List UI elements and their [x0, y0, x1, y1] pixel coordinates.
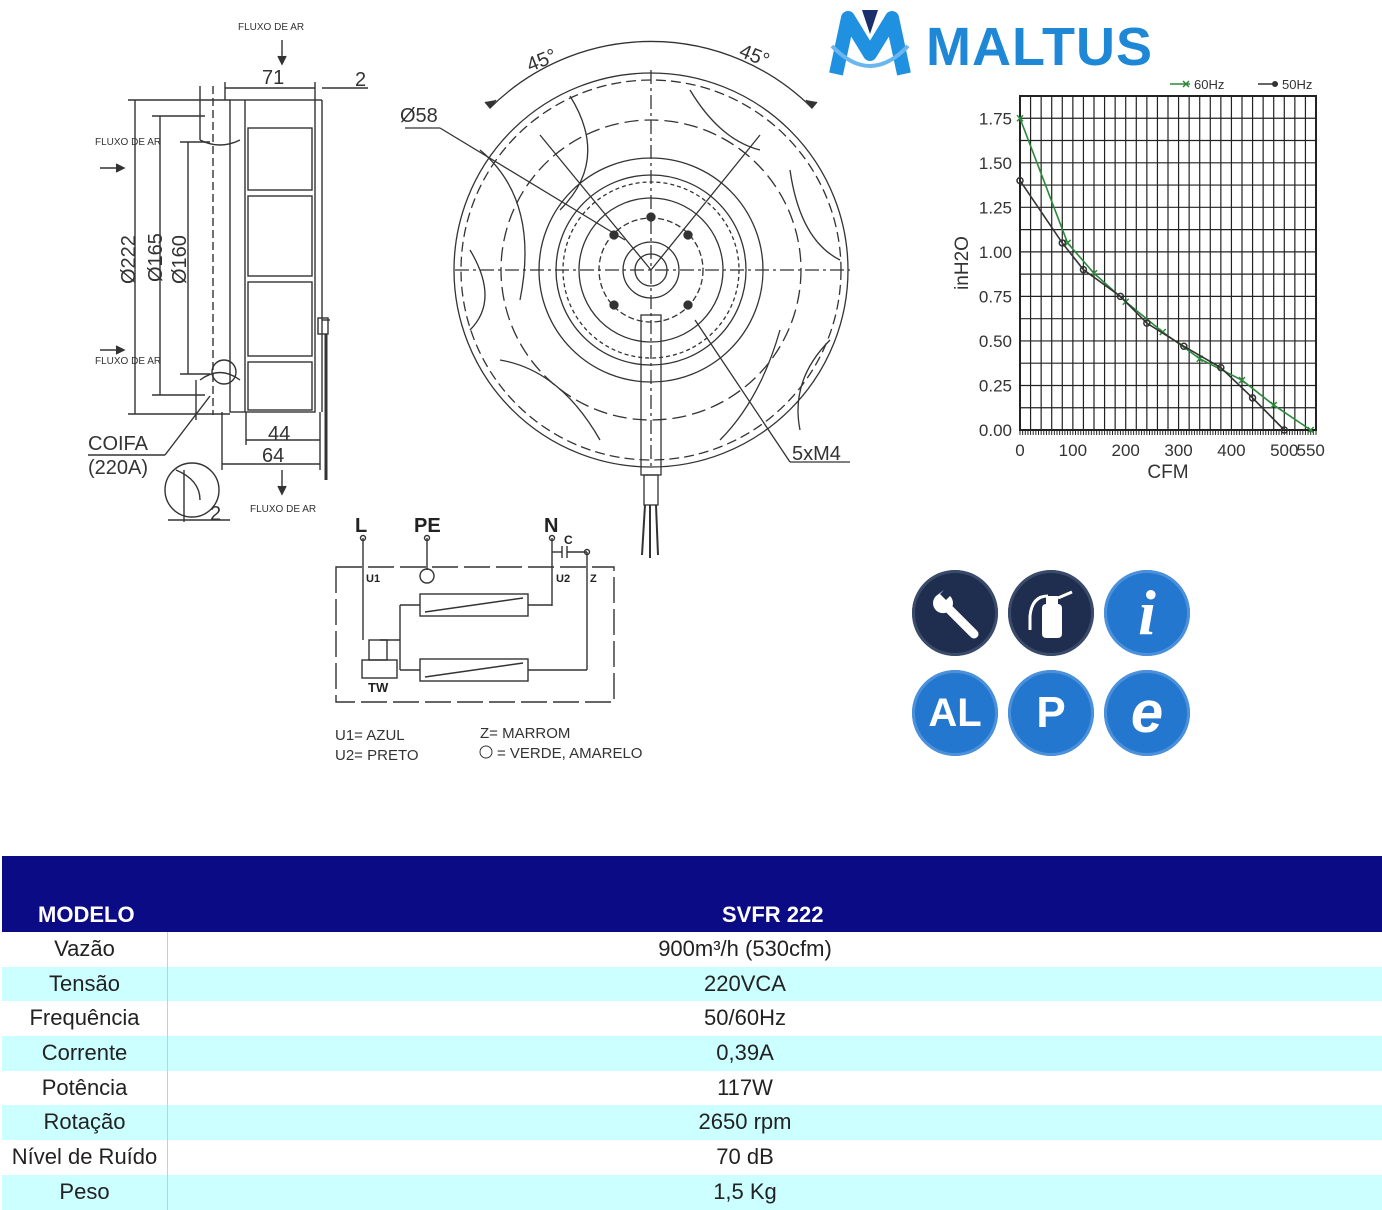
wire-U1-label: U1 [366, 573, 381, 585]
chart-xtick-label: 200 [1111, 441, 1140, 460]
chart-legend-label: 50Hz [1282, 77, 1313, 92]
chart-ylabel: inH2O [952, 236, 973, 290]
spec-row [2, 1071, 1382, 1106]
dim-71: 71 [262, 67, 285, 89]
spec-row-value: 900m³/h (530cfm) [658, 936, 832, 961]
spec-row-label: Tensão [2, 967, 168, 1002]
info-icon: i [1104, 570, 1190, 656]
chart-ytick-label: 1.50 [978, 153, 1012, 173]
spec-row-label: Potência [2, 1071, 168, 1106]
chart-legend-label: 60Hz [1194, 77, 1225, 92]
chart-xtick-label: 300 [1164, 441, 1193, 460]
front-view-labels [400, 40, 841, 465]
wire-Z-label: Z [590, 573, 597, 585]
spec-header-label: MODELO [38, 902, 135, 927]
spec-header-value: SVFR 222 [722, 902, 824, 927]
dim-2-top: 2 [355, 69, 367, 91]
chart-xlabel: CFM [1147, 462, 1189, 483]
screws-label: 5xM4 [792, 443, 841, 465]
ground-symbol-icon [480, 746, 492, 758]
chart-ytick-label: 1.00 [978, 242, 1012, 262]
air-flow-left-label-1: FLUXO DE AR [95, 137, 162, 148]
wire-PE-label: PE [414, 515, 441, 537]
air-flow-top-label: FLUXO DE AR [238, 22, 305, 33]
wrench-icon [912, 570, 998, 656]
legend-u1: U1= AZUL [335, 727, 405, 744]
spec-row-value: 2650 rpm [698, 1109, 792, 1135]
chart-xtick-label: 400 [1217, 441, 1246, 460]
spec-row [2, 1175, 1382, 1210]
dim-165: Ø165 [145, 233, 167, 282]
spec-row-value: 70 dB [716, 1144, 774, 1170]
p-icon: P [1008, 670, 1094, 756]
chart-ytick-label: 1.25 [978, 198, 1012, 218]
chart-xtick-label: 0 [1015, 441, 1025, 460]
air-flow-bottom-label: FLUXO DE AR [250, 504, 317, 515]
dim-58-label: Ø58 [400, 105, 438, 127]
angle-right-label: 45° [736, 40, 773, 72]
legend-u2: U2= PRETO [335, 747, 419, 764]
spec-row-label: Frequência [2, 1001, 168, 1036]
chart-xtick-label: 100 [1058, 441, 1088, 460]
air-flow-left-label-2: FLUXO DE AR [95, 356, 162, 367]
chart-legend-marker [1272, 81, 1278, 87]
spec-row-value: 220VCA [704, 970, 786, 996]
legend-z: Z= MARROM [480, 725, 571, 742]
spec-header [2, 856, 1382, 932]
al-icon: AL [912, 670, 998, 756]
coifa-label: COIFA [88, 433, 149, 455]
dim-160: Ø160 [169, 235, 191, 284]
spec-row [2, 1105, 1382, 1140]
spec-row [2, 1036, 1382, 1071]
wire-N-label: N [544, 515, 559, 537]
chart-ytick-label: 0.25 [978, 376, 1012, 396]
chart-ytick-label: 0.00 [978, 421, 1012, 440]
extinguisher-icon [1008, 570, 1094, 656]
brand-name: MALTUS [926, 17, 1153, 77]
spec-row [2, 1001, 1382, 1036]
dim-222: Ø222 [118, 235, 140, 284]
spec-row [2, 932, 1382, 967]
spec-row-value: 0,39A [716, 1040, 774, 1066]
spec-row-value: 50/60Hz [704, 1005, 786, 1031]
wire-TW-label: TW [368, 680, 389, 695]
chart-ytick-label: 0.75 [978, 287, 1012, 307]
performance-chart [952, 77, 1325, 483]
spec-table [2, 856, 1382, 1210]
brand-logo [826, 6, 1166, 86]
chart-xtick-label: 550 [1296, 441, 1325, 460]
coifa-sub-label: (220A) [88, 457, 149, 479]
front-view [405, 41, 850, 558]
dim-2-bottom: 2 [210, 503, 222, 525]
side-view-labels [88, 22, 366, 525]
spec-row-label: Corrente [2, 1036, 168, 1071]
wire-C-label: C [564, 533, 573, 547]
spec-row-label: Vazão [2, 932, 168, 967]
angle-left-label: 45° [523, 44, 560, 77]
e-icon: e [1104, 670, 1190, 756]
spec-row-label: Rotação [2, 1105, 168, 1140]
dim-64: 64 [262, 445, 285, 467]
chart-ytick-label: 0.50 [978, 331, 1012, 351]
wire-U2-label: U2 [556, 573, 571, 585]
maltus-logo-icon [826, 6, 916, 86]
wire-L-label: L [355, 515, 368, 537]
spec-row-value: 117W [717, 1074, 773, 1100]
wiring-diagram [336, 536, 614, 703]
legend-pe: = VERDE, AMARELO [497, 745, 643, 762]
spec-row [2, 967, 1382, 1002]
wiring-legend [335, 725, 642, 764]
spec-row-label: Nível de Ruído [2, 1140, 168, 1175]
spec-row-label: Peso [2, 1175, 168, 1210]
dim-44: 44 [268, 423, 291, 445]
feature-icons [912, 570, 1202, 760]
spec-row-value: 1,5 Kg [713, 1178, 777, 1204]
spec-row [2, 1140, 1382, 1175]
chart-ytick-label: 1.75 [978, 109, 1012, 129]
chart-xtick-label: 500 [1270, 441, 1299, 460]
